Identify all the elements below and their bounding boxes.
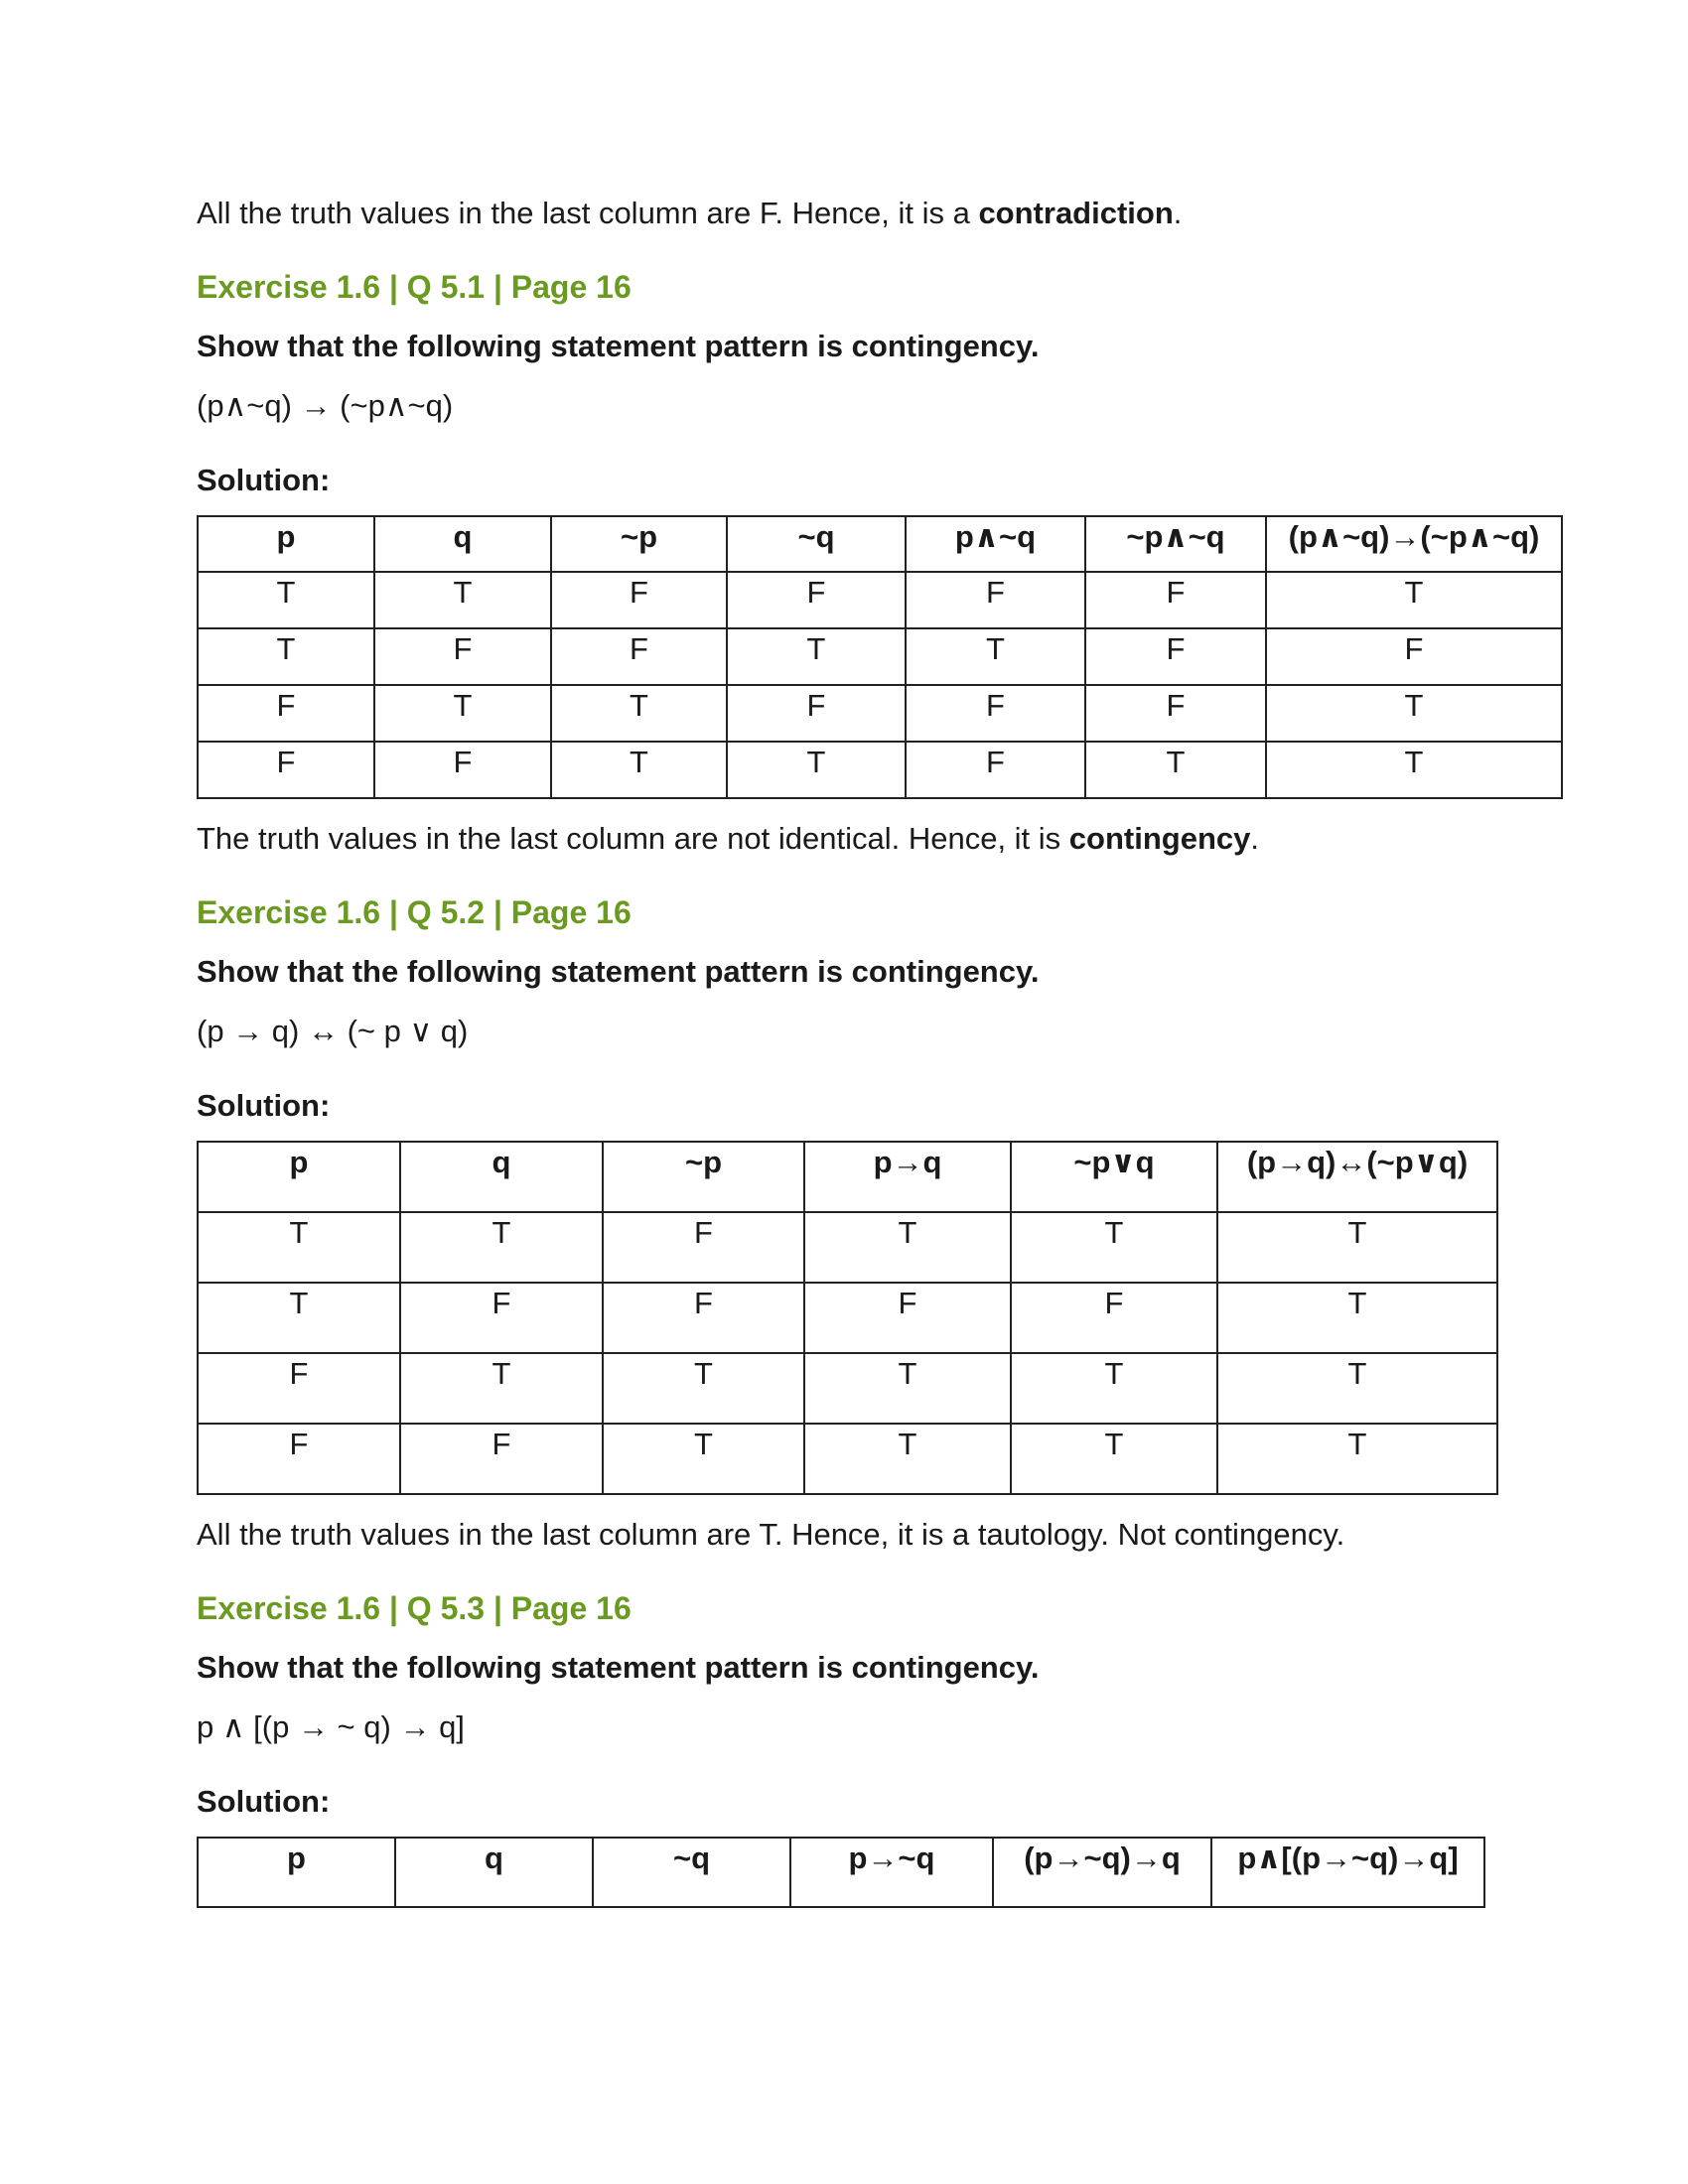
table-cell: T xyxy=(1266,572,1562,628)
table-cell: T xyxy=(804,1424,1011,1494)
intro-bold-term: contradiction xyxy=(978,196,1174,230)
conclusion-end: . xyxy=(1250,821,1259,856)
table-cell: T xyxy=(727,742,906,798)
table-cell: F xyxy=(400,1424,603,1494)
table-cell: T xyxy=(551,685,727,742)
header-cell: (p→q)↔(~p∨q) xyxy=(1217,1142,1497,1212)
table-header-row xyxy=(198,1142,1497,1212)
table-row xyxy=(198,1353,1497,1424)
solution-label-5-1: Solution: xyxy=(197,463,331,497)
table-row xyxy=(198,628,1562,685)
table-cell: T xyxy=(603,1353,804,1424)
table-cell: T xyxy=(804,1212,1011,1283)
table-cell: T xyxy=(1085,742,1266,798)
header-cell: p∧~q xyxy=(906,516,1085,572)
table-row xyxy=(198,572,1562,628)
table-cell: T xyxy=(1011,1212,1217,1283)
truth-table-5-2 xyxy=(197,1141,1498,1495)
exercise-heading-5-1: Exercise 1.6 | Q 5.1 | Page 16 xyxy=(197,269,632,305)
table-cell: F xyxy=(400,1283,603,1353)
truth-table-5-3 xyxy=(197,1837,1485,1908)
table-cell: F xyxy=(198,685,374,742)
conclusion-bold-term: contingency xyxy=(1068,821,1251,856)
table-cell: T xyxy=(1217,1283,1497,1353)
table-cell: F xyxy=(727,685,906,742)
truth-table-5-1 xyxy=(197,515,1563,799)
table-cell: T xyxy=(374,685,551,742)
table-row xyxy=(198,685,1562,742)
table-cell: T xyxy=(1217,1212,1497,1283)
table-cell: F xyxy=(603,1212,804,1283)
table-cell: F xyxy=(906,742,1085,798)
table-cell: F xyxy=(198,742,374,798)
table-cell: F xyxy=(906,685,1085,742)
document-page xyxy=(197,194,1567,1908)
table-cell: T xyxy=(1217,1353,1497,1424)
header-cell: (p∧~q)→(~p∧~q) xyxy=(1266,516,1562,572)
table-cell: T xyxy=(198,1212,400,1283)
table-cell: T xyxy=(400,1212,603,1283)
table-cell: T xyxy=(1011,1353,1217,1424)
header-cell: p→~q xyxy=(790,1838,993,1907)
table-cell: T xyxy=(603,1424,804,1494)
expression-5-1: (p∧~q) → (~p∧~q) xyxy=(197,388,454,423)
table-cell: F xyxy=(603,1283,804,1353)
intro-end: . xyxy=(1173,196,1183,230)
table-cell: T xyxy=(804,1353,1011,1424)
table-cell: T xyxy=(551,742,727,798)
header-cell: ~q xyxy=(593,1838,790,1907)
table-cell: T xyxy=(906,628,1085,685)
table-row xyxy=(198,1212,1497,1283)
header-cell: ~q xyxy=(727,516,906,572)
table-cell: F xyxy=(1266,628,1562,685)
header-cell: q xyxy=(400,1142,603,1212)
table-row xyxy=(198,1424,1497,1494)
exercise-heading-5-2: Exercise 1.6 | Q 5.2 | Page 16 xyxy=(197,894,632,930)
conclusion-text: The truth values in the last column are not identical. Hence, it is xyxy=(197,821,1069,856)
table-cell: F xyxy=(727,572,906,628)
question-text-5-2: Show that the following statement pattern is contingency. xyxy=(197,954,1040,989)
table-cell: F xyxy=(1085,628,1266,685)
question-text-5-1: Show that the following statement pattern is contingency. xyxy=(197,329,1040,363)
conclusion-5-2: All the truth values in the last column are T. Hence, it is a tautology. Not contingency. xyxy=(197,1517,1345,1552)
header-cell: p∧[(p→~q)→q] xyxy=(1211,1838,1484,1907)
table-cell: T xyxy=(1266,742,1562,798)
table-cell: F xyxy=(1085,685,1266,742)
table-cell: F xyxy=(551,572,727,628)
table-cell: T xyxy=(1217,1424,1497,1494)
table-cell: T xyxy=(1011,1424,1217,1494)
solution-label-5-2: Solution: xyxy=(197,1088,331,1123)
header-cell: q xyxy=(395,1838,593,1907)
table-cell: F xyxy=(804,1283,1011,1353)
header-cell: p→q xyxy=(804,1142,1011,1212)
table-cell: T xyxy=(374,572,551,628)
table-cell: F xyxy=(551,628,727,685)
table-row xyxy=(198,742,1562,798)
table-cell: F xyxy=(198,1424,400,1494)
table-cell: T xyxy=(400,1353,603,1424)
intro-paragraph xyxy=(197,194,1567,233)
table-cell: F xyxy=(374,742,551,798)
table-cell: F xyxy=(906,572,1085,628)
header-cell: p xyxy=(198,1838,395,1907)
header-cell: p xyxy=(198,1142,400,1212)
conclusion-5-1 xyxy=(197,819,1567,859)
table-cell: T xyxy=(198,628,374,685)
table-cell: F xyxy=(1085,572,1266,628)
table-cell: T xyxy=(198,572,374,628)
table-cell: F xyxy=(374,628,551,685)
header-cell: q xyxy=(374,516,551,572)
table-row xyxy=(198,1283,1497,1353)
table-cell: T xyxy=(198,1283,400,1353)
expression-5-3: p ∧ [(p → ~ q) → q] xyxy=(197,1709,465,1744)
question-text-5-3: Show that the following statement pattern is contingency. xyxy=(197,1650,1040,1685)
table-header-row xyxy=(198,1838,1484,1907)
header-cell: p xyxy=(198,516,374,572)
header-cell: ~p∨q xyxy=(1011,1142,1217,1212)
header-cell: ~p xyxy=(551,516,727,572)
header-cell: (p→~q)→q xyxy=(993,1838,1211,1907)
table-cell: T xyxy=(1266,685,1562,742)
table-cell: F xyxy=(198,1353,400,1424)
exercise-heading-5-3: Exercise 1.6 | Q 5.3 | Page 16 xyxy=(197,1590,632,1626)
intro-text: All the truth values in the last column are F. Hence, it is a xyxy=(197,196,979,230)
header-cell: ~p xyxy=(603,1142,804,1212)
table-cell: F xyxy=(1011,1283,1217,1353)
solution-label-5-3: Solution: xyxy=(197,1784,331,1819)
header-cell: ~p∧~q xyxy=(1085,516,1266,572)
table-header-row xyxy=(198,516,1562,572)
expression-5-2: (p → q) ↔ (~ p ∨ q) xyxy=(197,1014,469,1048)
table-cell: T xyxy=(727,628,906,685)
